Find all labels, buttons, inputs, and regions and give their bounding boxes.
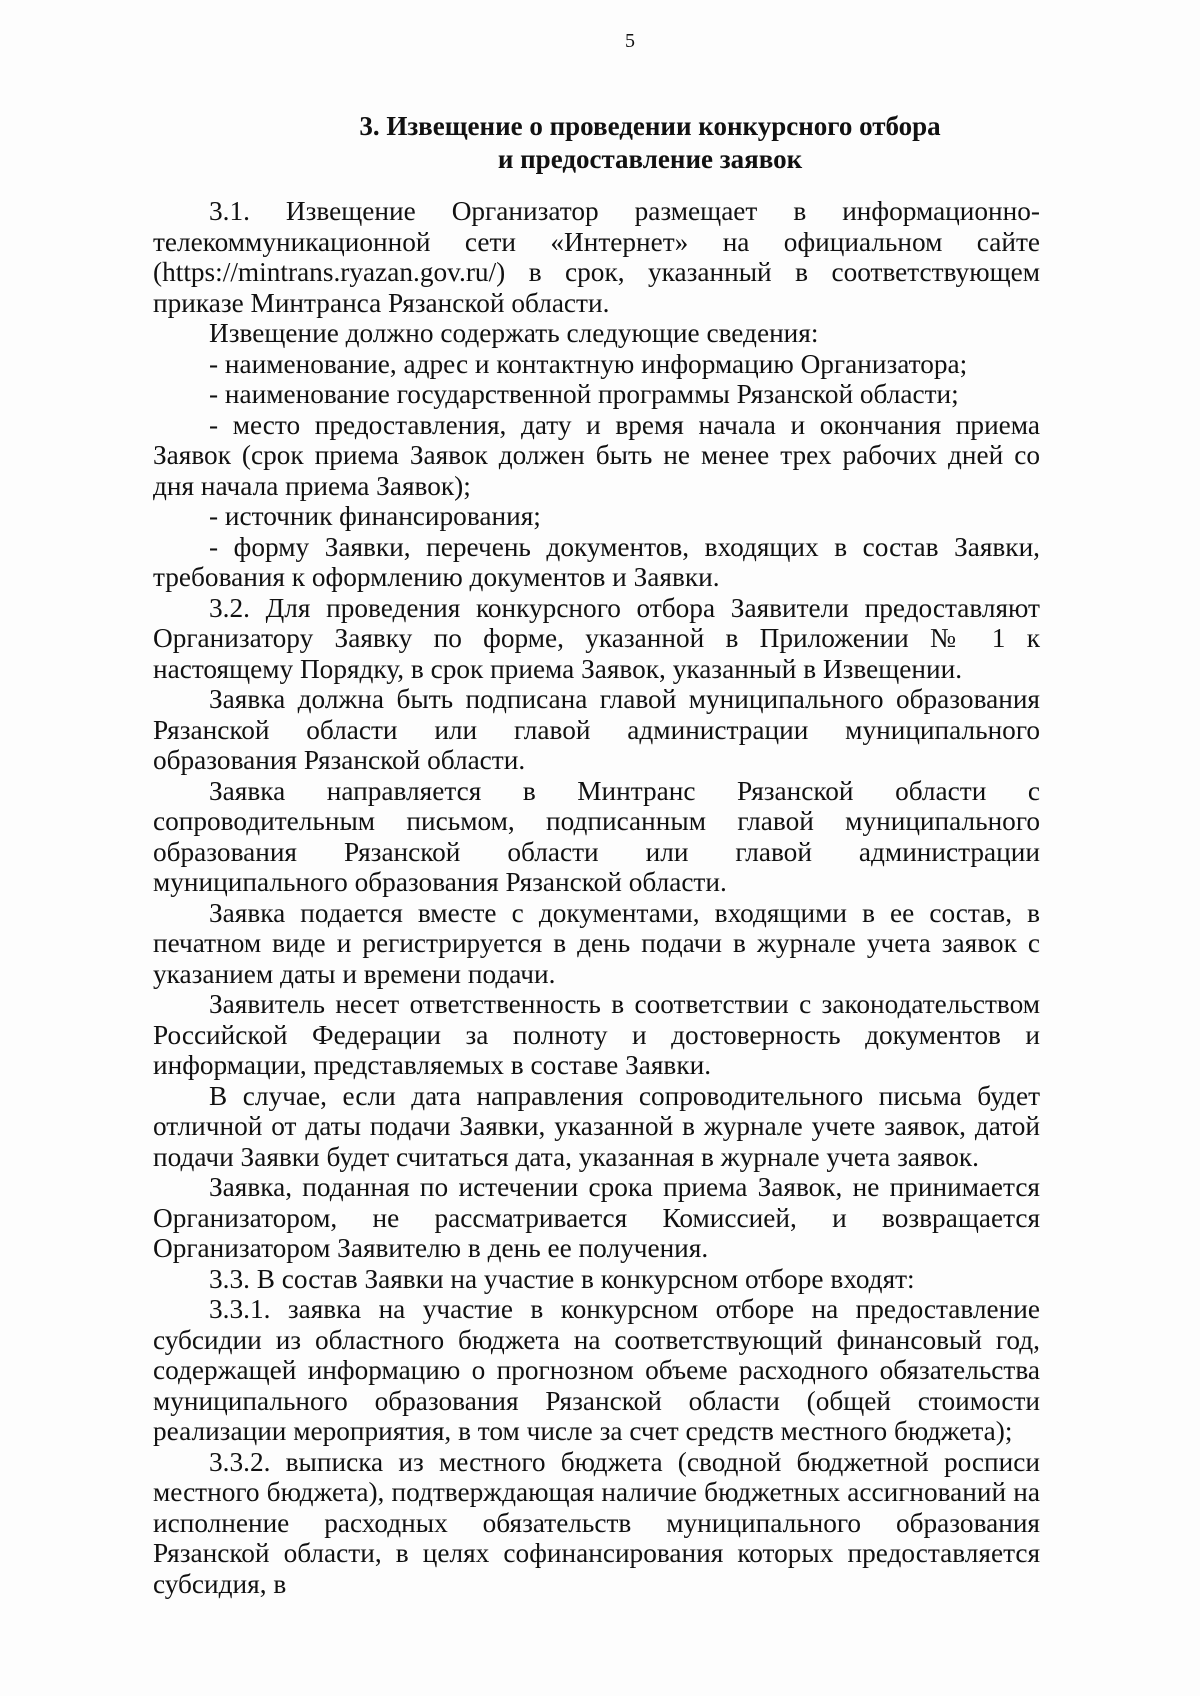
list-item: - место предоставления, дату и время начала и окончания приема Заявок (срок приема Заявок должен быть не менее трех рабочих дней со дня начала приема Заявок); — [153, 409, 1040, 501]
paragraph-3-3-2: 3.3.2. выписка из местного бюджета (сводной бюджетной росписи местного бюджета), подтверждающая наличие бюджетных ассигнований на исполнение расходных обязательств муниципального образования Рязанской области, в целях софинансирования которых предоставляется субсидия, в — [153, 1446, 1040, 1599]
paragraph-notice-contents: Извещение должно содержать следующие сведения: — [209, 318, 819, 348]
paragraph: Заявка, поданная по истечении срока приема Заявок, не принимается Организатором, не рассматривается Комиссией, и возвращается Организатором Заявителю в день ее получения. — [153, 1172, 1040, 1263]
paragraph: Заявитель несет ответственность в соответствии с законодательством Российской Федерации за полноту и достоверность документов и информации, представляемых в составе Заявки. — [153, 989, 1040, 1080]
list-item: - источник финансирования; — [209, 501, 541, 531]
paragraph-3-2: 3.2. Для проведения конкурсного отбора Заявители предоставляют Организатору Заявку по форме, указанной в Приложении № 1 к настоящему Порядку, в срок приема Заявок, указанный в Извещении. — [153, 592, 1040, 684]
paragraph-3-3-1: 3.3.1. заявка на участие в конкурсном отборе на предоставление субсидии из областного бюджета на соответствующий финансовый год, содержащей информацию о прогнозном объеме расходного обязательства муниципального образования Рязанской области (общей стоимости реализации мероприятия, в том числе за счет средств местного бюджета); — [153, 1294, 1040, 1446]
section-heading — [150, 110, 1150, 176]
paragraph: Заявка подается вместе с документами, входящими в ее состав, в печатном виде и регистрируется в день подачи в журнале учета заявок с указанием даты и времени подачи. — [153, 897, 1040, 989]
list-item: - форму Заявки, перечень документов, входящих в состав Заявки, требования к оформлению документов и Заявки. — [153, 531, 1040, 592]
paragraph-3-1: 3.1. Извещение Организатор размещает в информационно-телекоммуникационной сети «Интернет» на официальном сайте (https://mintrans.ryazan.gov.ru/) в срок, указанный в соответствующем приказе Минтранса Рязанской области. — [153, 196, 1040, 318]
paragraph: Заявка направляется в Минтранс Рязанской области с сопроводительным письмом, подписанным главой муниципального образования Рязанской области или главой администрации муниципального образования Рязанской области. — [153, 775, 1040, 897]
section-heading-line-1: 3. Извещение о проведении конкурсного отбора — [359, 111, 941, 141]
paragraph: Заявка должна быть подписана главой муниципального образования Рязанской области или главой администрации муниципального образования Рязанской области. — [153, 684, 1040, 775]
list-item: - наименование, адрес и контактную информацию Организатора; — [209, 348, 968, 379]
list-item: - наименование государственной программы Рязанской области; — [209, 379, 959, 409]
document-body — [153, 196, 1040, 1599]
page-number: 5 — [625, 30, 635, 52]
section-heading-line-2: и предоставление заявок — [497, 144, 803, 174]
paragraph: В случае, если дата направления сопроводительного письма будет отличной от даты подачи Заявки, указанной в журнале учете заявок, датой подачи Заявки будет считаться дата, указанная в журнале учета заявок. — [153, 1080, 1040, 1172]
paragraph-3-3: 3.3. В состав Заявки на участие в конкурсном отборе входят: — [209, 1263, 915, 1294]
